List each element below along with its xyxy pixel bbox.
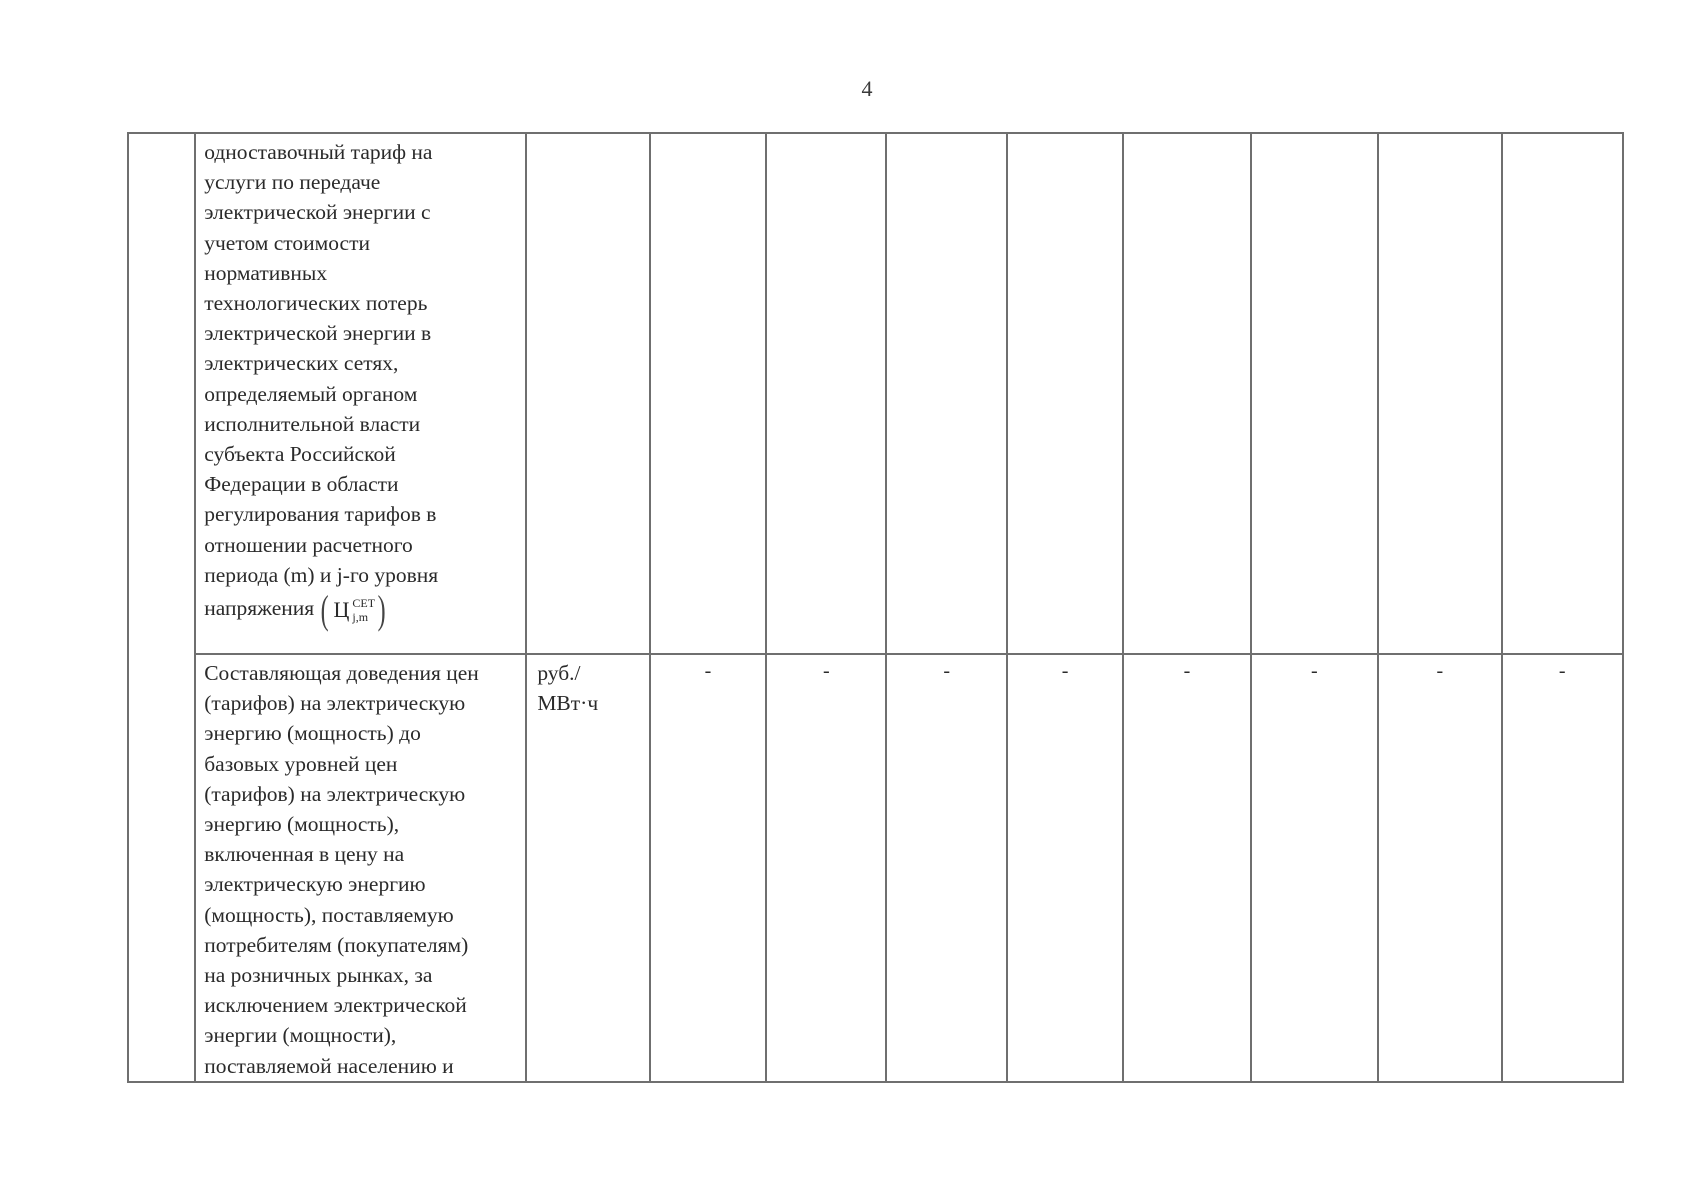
value-cell xyxy=(1251,133,1378,654)
value-cell xyxy=(1123,133,1250,654)
table-row xyxy=(128,654,1623,1082)
value-cell xyxy=(1502,133,1624,654)
value-cell: - xyxy=(1378,654,1501,1082)
formula-subscript: j,m xyxy=(352,610,369,625)
formula-superscript: СЕТ xyxy=(352,596,376,611)
value-cell: - xyxy=(1251,654,1378,1082)
unit-cell: руб./ МВт·ч xyxy=(526,654,649,1082)
value-cell: - xyxy=(886,654,1006,1082)
formula-tariff-symbol: ( Ц СЕТ j,m ) xyxy=(320,587,386,633)
value-cell xyxy=(766,133,886,654)
indicator-name: одноставочный тариф на услуги по передаче электрической энергии с учетом стоимости нормативных технологических потерь электрической энергии в электрических сетях, определяемый органом исполнительной власти субъекта Российской Федерации в области регулирования тарифов в отношении расчетного периода (m) и j-го уровня напряжения xyxy=(204,140,439,621)
value-cell xyxy=(1378,133,1501,654)
value-cell: - xyxy=(1123,654,1250,1082)
table-row xyxy=(128,133,1623,654)
value-cell xyxy=(650,133,766,654)
value-cell: - xyxy=(1007,654,1123,1082)
tariff-table xyxy=(127,132,1624,1083)
value-cell: - xyxy=(1502,654,1624,1082)
value-cell xyxy=(1007,133,1123,654)
page-number: 4 xyxy=(861,76,873,101)
indicator-name-cell: Составляющая доведения цен (тарифов) на электрическую энергию (мощность) до базовых уровней цен (тарифов) на электрическую энергию (мощность), включенная в цену на электрическую энергию (мощность), поставляемую потребителям (покупателям) на розничных рынках, за исключением электрической энергии (мощности), поставляемой населению и xyxy=(195,654,526,1082)
value-cell xyxy=(886,133,1006,654)
formula-symbol: Ц xyxy=(333,596,350,622)
indicator-name-cell xyxy=(195,133,526,654)
value-cell: - xyxy=(766,654,886,1082)
row-number-cell xyxy=(128,133,195,1082)
unit-cell xyxy=(526,133,649,654)
value-cell: - xyxy=(650,654,766,1082)
